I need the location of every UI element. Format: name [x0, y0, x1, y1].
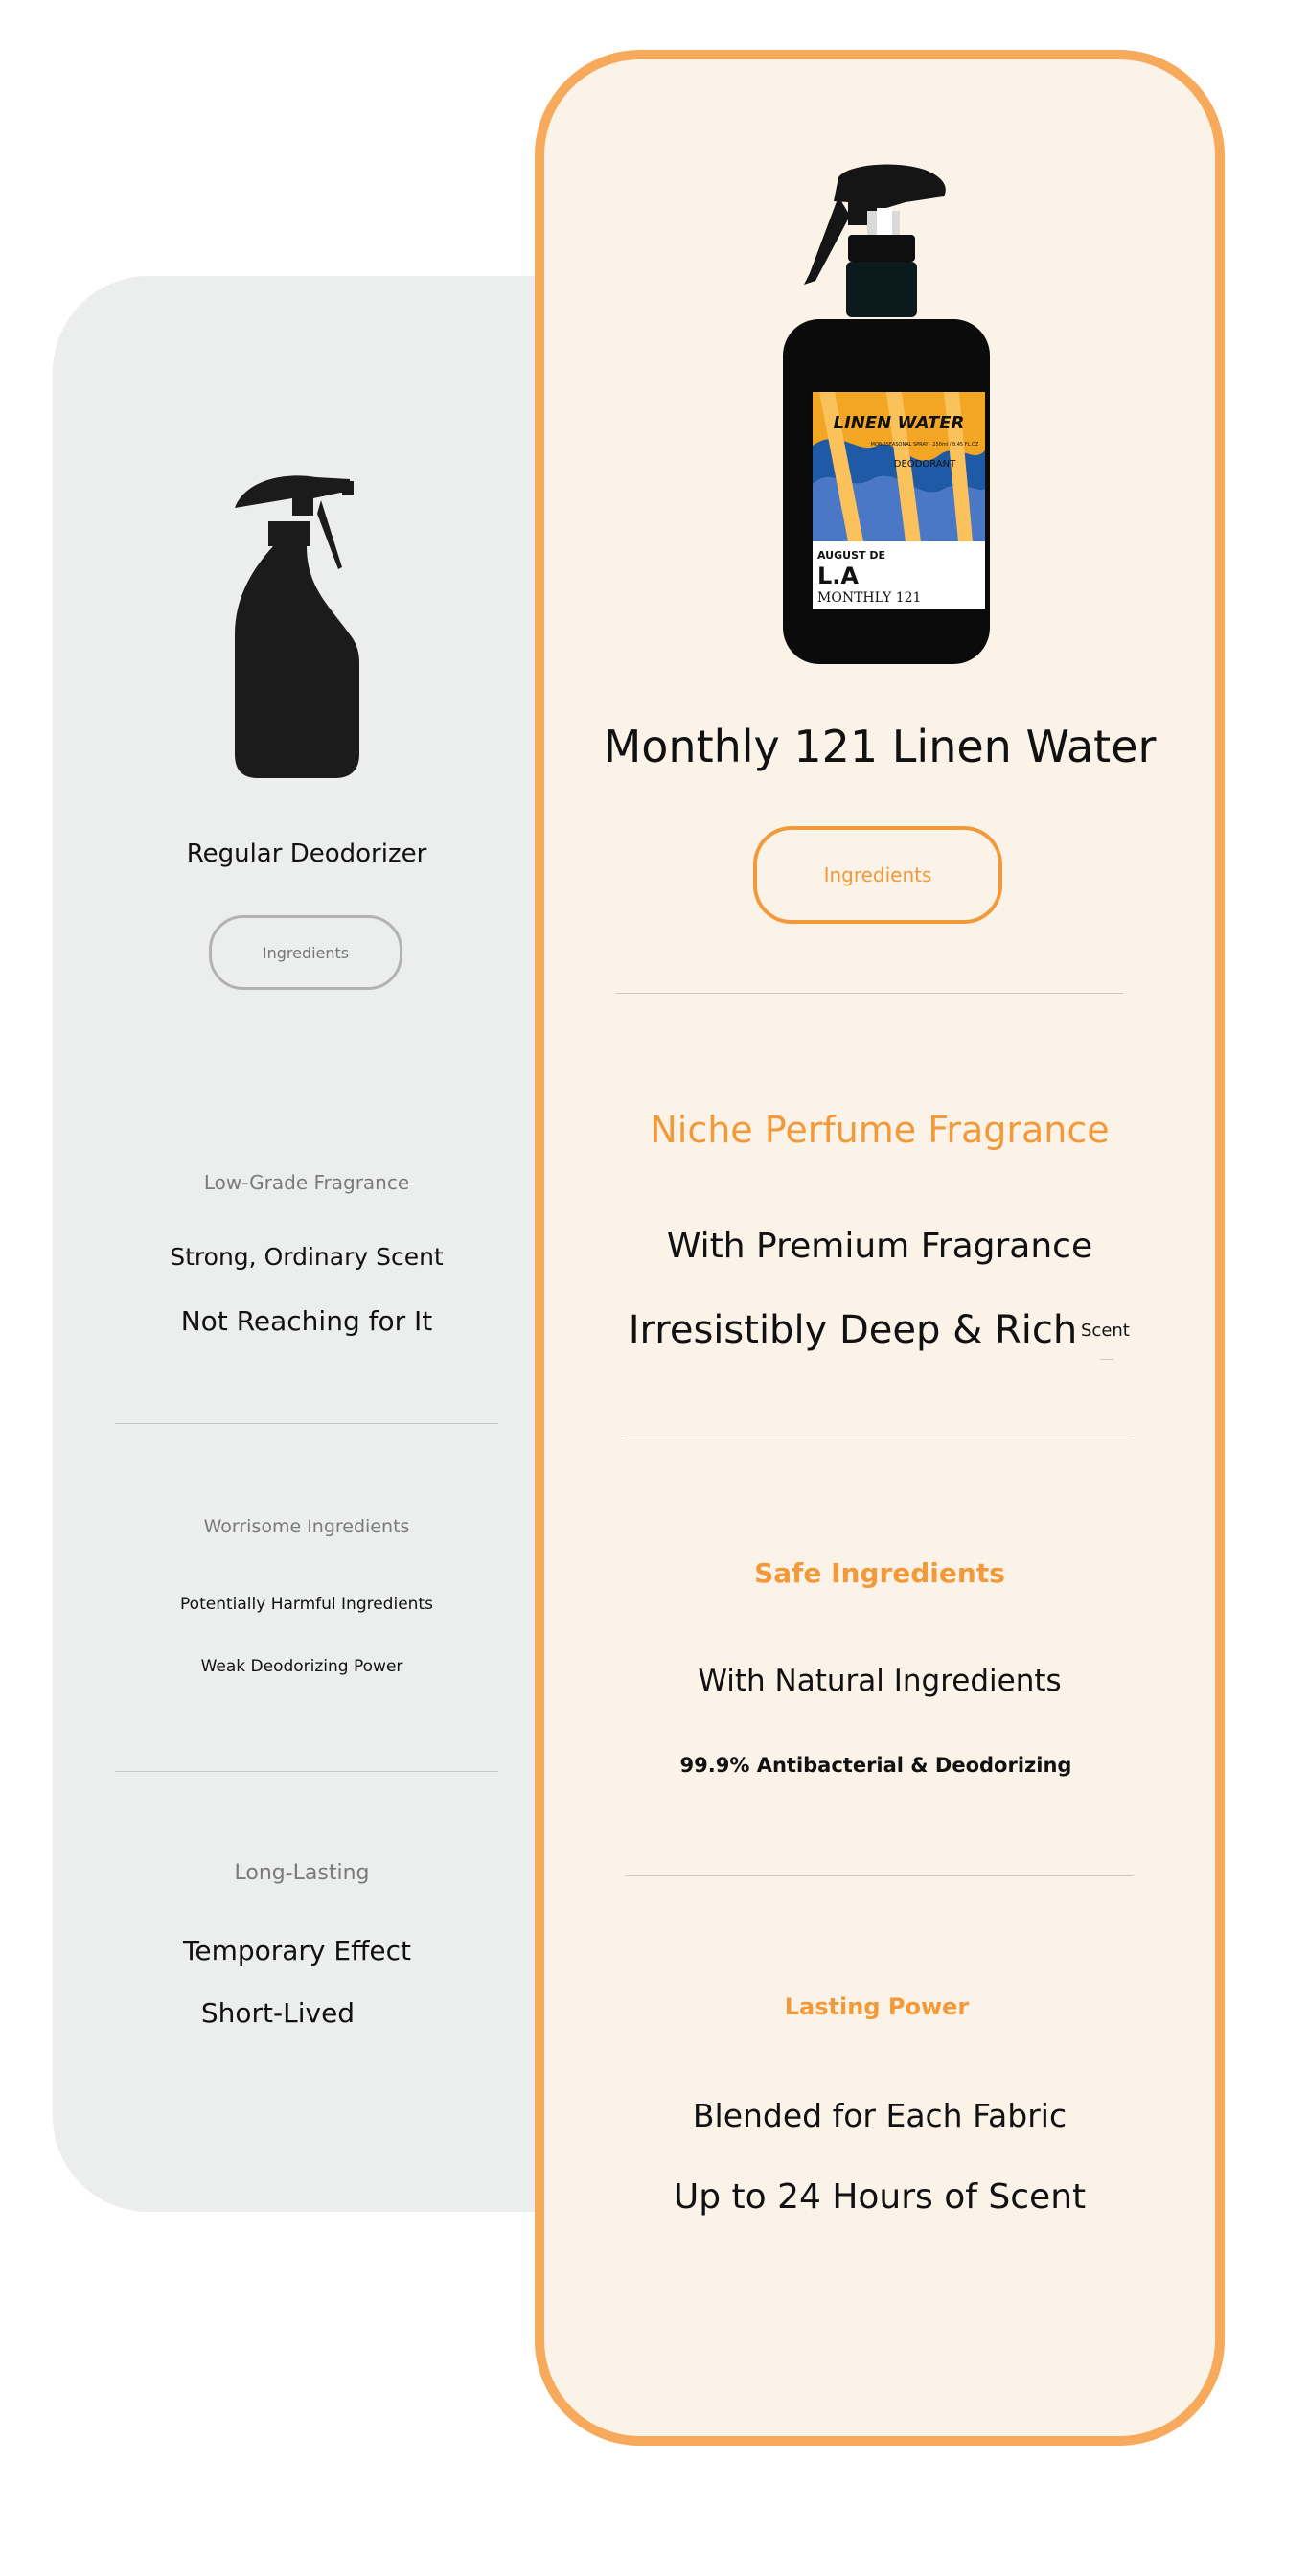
- linen-water-bottle-image: [781, 158, 992, 666]
- product-name: Regular Deodorizer: [186, 840, 427, 868]
- spray-bottle-icon: [225, 472, 359, 783]
- ingredients-button[interactable]: [209, 915, 402, 990]
- section-heading: Worrisome Ingredients: [203, 1516, 410, 1537]
- section-heading: Low-Grade Fragrance: [203, 1171, 410, 1194]
- bottle-label-brand-small: AUGUST DE: [817, 549, 885, 562]
- bottle-label-brand-line: MONTHLY 121: [817, 590, 922, 606]
- section-line: Blended for Each Fabric: [692, 2097, 1067, 2134]
- section-heading: Long-Lasting: [234, 1861, 370, 1885]
- product-name: Monthly 121 Linen Water: [603, 721, 1157, 772]
- section-line: Not Reaching for It: [180, 1305, 433, 1337]
- ingredients-button-label: Ingredients: [262, 943, 350, 962]
- section-heading: Niche Perfume Fragrance: [650, 1109, 1110, 1151]
- scent-annotation: Scent: [1081, 1321, 1130, 1341]
- bottle-label-brand-big: L.A: [817, 563, 859, 589]
- divider: [115, 1771, 498, 1772]
- section-line: Short-Lived: [200, 1997, 356, 2029]
- divider: [115, 1423, 498, 1424]
- section-line: 99.9% Antibacterial & Deodorizing: [679, 1754, 1072, 1777]
- section-line: Weak Deodorizing Power: [200, 1657, 403, 1676]
- section-line: Irresistibly Deep & Rich: [628, 1308, 1078, 1352]
- section-line: Up to 24 Hours of Scent: [673, 2177, 1087, 2217]
- section-heading: Lasting Power: [784, 1993, 970, 2020]
- ingredients-button[interactable]: [753, 826, 1002, 924]
- section-line: Strong, Ordinary Scent: [170, 1243, 444, 1271]
- section-line: With Natural Ingredients: [698, 1664, 1062, 1698]
- bottle-label-title: LINEN WATER: [833, 413, 965, 433]
- annotation-underline: [1100, 1359, 1113, 1360]
- bottle-label-sub2: DEODORANT: [893, 459, 956, 470]
- section-heading: Safe Ingredients: [754, 1557, 1005, 1589]
- bottle-label-sub: MONOSEASONAL SPRAY · 250ml / 8.45 FL.OZ: [870, 442, 979, 448]
- divider: [625, 1875, 1133, 1876]
- divider: [615, 993, 1123, 994]
- section-line: With Premium Fragrance: [666, 1227, 1093, 1266]
- section-line: Potentially Harmful Ingredients: [180, 1595, 433, 1614]
- ingredients-button-label: Ingredients: [823, 863, 932, 886]
- section-line: Temporary Effect: [183, 1935, 411, 1966]
